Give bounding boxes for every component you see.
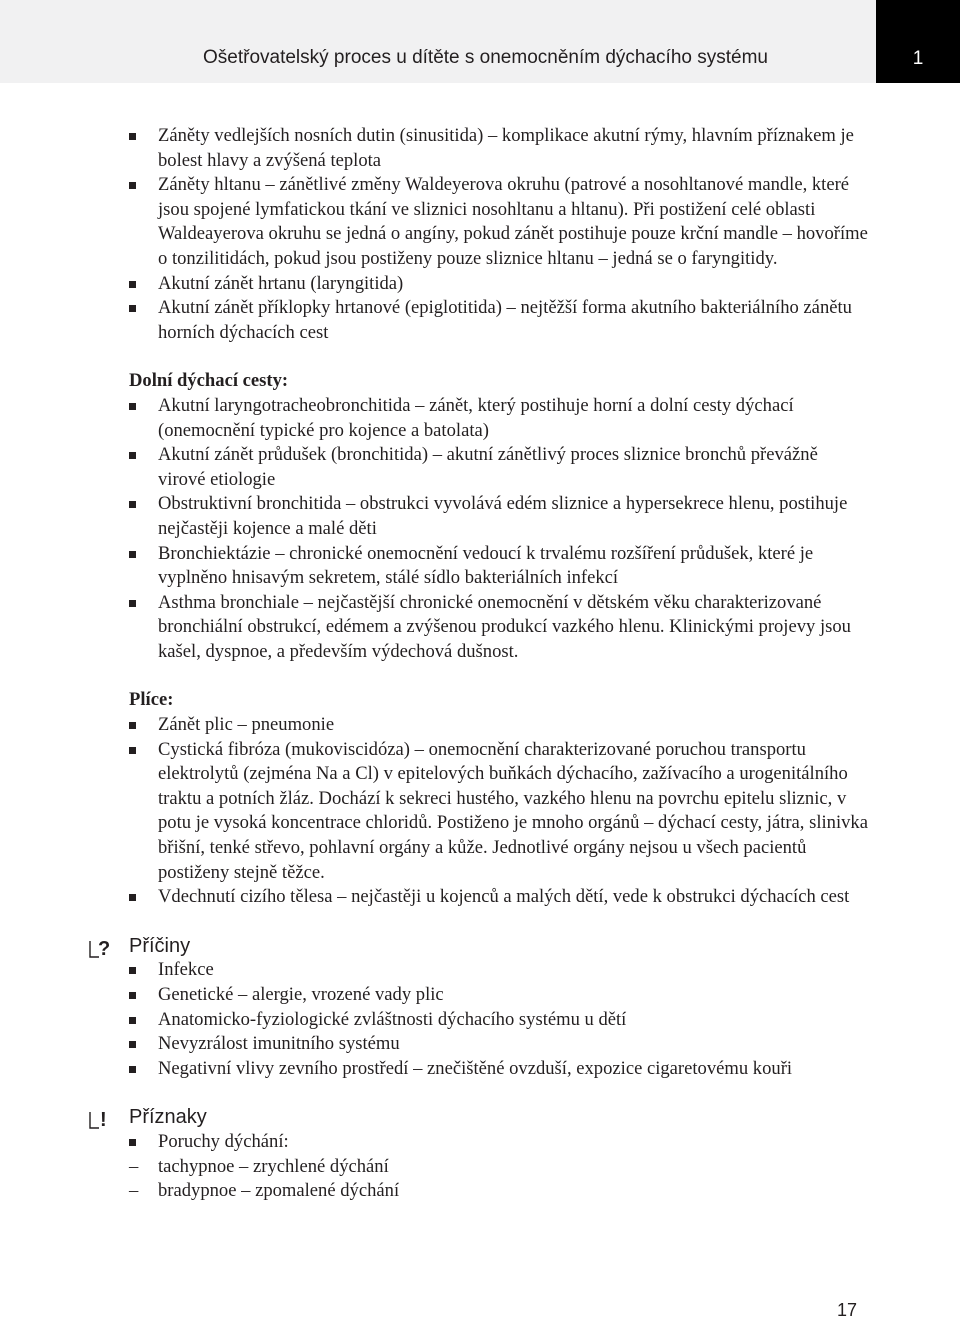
upper-airways-list <box>129 124 869 345</box>
symptoms-sublist <box>129 1155 869 1204</box>
sub-list-item: – tachypnoe – zrychlené dýchání <box>129 1155 869 1180</box>
question-mark-icon <box>87 935 113 961</box>
list-item: Nevyzrálost imunitního systému <box>129 1032 869 1057</box>
list-item: Obstruktivní bronchitida – obstrukci vyvolává edém sliznice a hypersekrece hlenu, postihuje nejčastěji kojence a malé děti <box>129 492 869 541</box>
causes-list <box>129 958 869 1081</box>
symptoms-heading: Příznaky <box>129 1106 207 1129</box>
svg-text:!: ! <box>100 1109 107 1132</box>
list-item: Záněty hltanu – zánětlivé změny Waldeyerova okruhu (patrové a nosohltanové mandle, které jsou spojené lymfatickou tkání ve sliznici nosohltanu a hltanu). Při postižení celé oblasti Waldeayerova okruhu se jedná o angíny, pokud zánět postihuje pouze krční mandle – hovoříme o tonzilitidách, pokud jsou postiženy pouze sliznice hltanu – jedná se o faryngitidy. <box>129 173 869 271</box>
list-item <box>129 1130 869 1155</box>
svg-text:?: ? <box>98 937 111 960</box>
list-item: Vdechnutí cizího tělesa – nejčastěji u kojenců a malých dětí, vede k obstrukci dýchacích cest <box>129 885 869 910</box>
list-item: Infekce <box>129 958 869 983</box>
exclamation-mark-icon <box>87 1106 113 1132</box>
chapter-number: 1 <box>912 48 924 69</box>
page-number: 17 <box>837 1300 858 1320</box>
main-content <box>98 124 869 1204</box>
running-header-title: Ošetřovatelský proces u dítěte s onemocněním dýchacího systému <box>203 47 768 68</box>
list-item: Cystická fibróza (mukoviscidóza) – onemocnění charakterizované poruchou transportu elektrolytů (zejména Na a Cl) v epitelových buňkách dýchacího, zažívacího a urogenitálního traktu a potních žláz. Dochází k sekreci hustého, vazkého hlenu na povrchu epitelu sliznic, v potu je vysoká koncentrace chloridů. Postiženo je mnoho orgánů – dýchací cesty, játra, slinivka břišní, tenké střevo, pohlavní orgány a kůže. Jednotlivé orgány nejsou u všech pacientů postiženy stejně těžce. <box>129 738 869 886</box>
chapter-tab <box>876 0 960 83</box>
symptoms-list <box>129 1130 869 1155</box>
symptoms-heading-row <box>100 1105 869 1132</box>
causes-heading: Příčiny <box>129 934 191 957</box>
lower-airways-heading: Dolní dýchací cesty: <box>129 370 289 392</box>
list-item: Akutní zánět hrtanu (laryngitida) <box>129 272 869 297</box>
causes-heading-row <box>98 934 869 960</box>
list-item: Akutní zánět příklopky hrtanové (epiglotitida) – nejtěžší forma akutního bakteriálního zánětu horních dýchacích cest <box>129 296 869 345</box>
lungs-list <box>129 713 869 910</box>
list-item: Anatomicko-fyziologické zvláštnosti dýchacího systému u dětí <box>129 1008 869 1033</box>
sub-list-item: – bradypnoe – zpomalené dýchání <box>129 1179 869 1204</box>
lungs-heading: Plíce: <box>129 689 174 711</box>
list-item: Zánět plic – pneumonie <box>129 713 869 738</box>
list-item: Akutní laryngotracheobronchitida – zánět, který postihuje horní a dolní cesty dýchací (onemocnění typické pro kojence a batolata) <box>129 394 869 443</box>
list-item: Záněty vedlejších nosních dutin (sinusitida) – komplikace akutní rýmy, hlavním příznakem je bolest hlavy a zvýšená teplota <box>129 124 869 173</box>
list-item: Asthma bronchiale – nejčastější chronické onemocnění v dětském věku charakterizované bronchiální obstrukcí, edémem a zvýšenou produkcí vazkého hlenu. Klinickými projevy jsou kašel, dyspnoe, a především výdechová dušnost. <box>129 591 869 665</box>
list-item-label: Poruchy dýchání: <box>158 1130 289 1152</box>
page-header <box>0 0 876 83</box>
list-item: Akutní zánět průdušek (bronchitida) – akutní zánětlivý proces sliznice bronchů převážně virové etiologie <box>129 443 869 492</box>
lower-airways-list <box>129 394 869 665</box>
list-item: Negativní vlivy zevního prostředí – znečištěné ovzduší, expozice cigaretovému kouři <box>129 1057 869 1082</box>
list-item: Genetické – alergie, vrozené vady plic <box>129 983 869 1008</box>
list-item: Bronchiektázie – chronické onemocnění vedoucí k trvalému rozšíření průdušek, které je vyplněno hnisavým sekretem, stálé sídlo bakteriálních infekcí <box>129 542 869 591</box>
